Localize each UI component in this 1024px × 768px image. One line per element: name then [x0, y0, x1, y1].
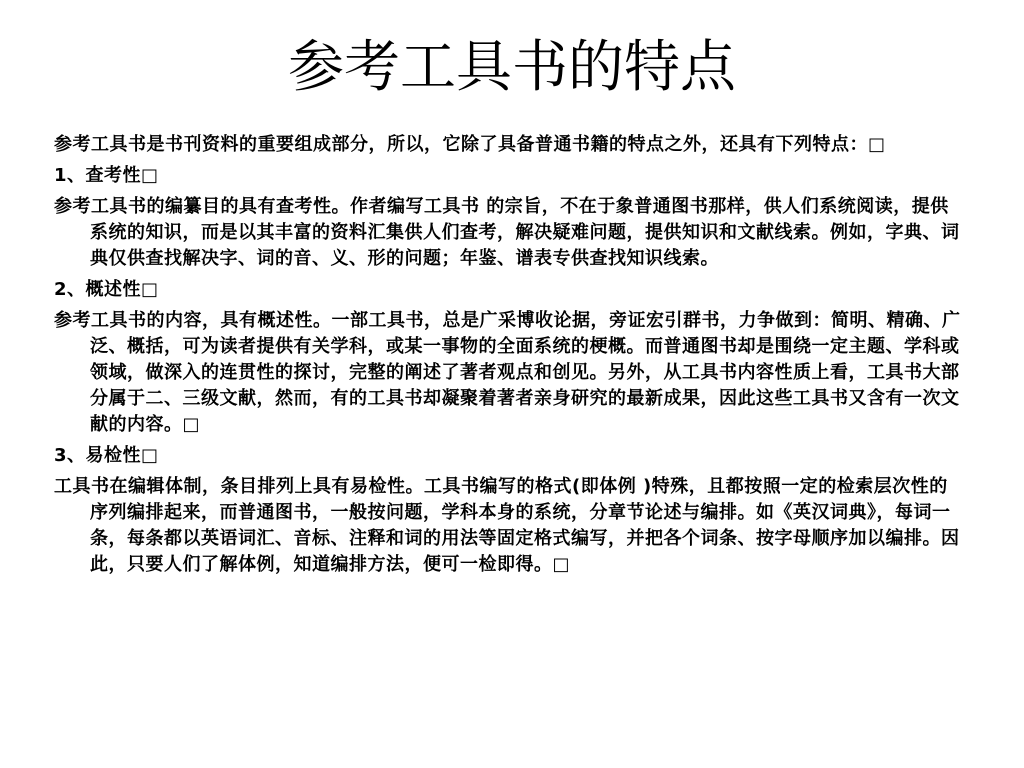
intro-paragraph: 参考工具书是书刊资料的重要组成部分，所以，它除了具备普通书籍的特点之外，还具有下列特点：□: [54, 134, 886, 155]
slide-body: [54, 132, 964, 583]
paragraph-2: 参考工具书的内容，具有概述性。一部工具书，总是广采博收论据，旁证宏引群书，力争做到：简明、精确、广泛、概括，可为读者提供有关学科，或某一事物的全面系统的梗概。而普通图书却是围绕一定主题、学科或领域，做深入的连贯性的探讨，完整的阐述了著者观点和创见。另外，从工具书内容性质上看，工具书大部分属于二、三级文献，然而，有的工具书却凝聚着著者亲身研究的最新成果，因此这些工具书又含有一次文献的内容。□: [54, 310, 961, 435]
heading-1: 1、查考性□: [54, 165, 159, 186]
slide-title: 参考工具书的特点: [288, 35, 736, 100]
heading-2: 2、概述性□: [54, 279, 159, 300]
paragraph-1: 参考工具书的编纂目的具有查考性。作者编写工具书 的宗旨，不在于象普通图书那样，供人们系统阅读，提供系统的知识，而是以其丰富的资料汇集供人们查考，解决疑难问题，提供知识和文献线索。例如，字典、词典仅供查找解决字、词的音、义、形的问题；年鉴、谱表专供查找知识线索。: [54, 196, 960, 269]
paragraph-3: 工具书在编辑体制，条目排列上具有易检性。工具书编写的格式(即体例 )特殊，且都按照一定的检索层次性的序列编排起来，而普通图书，一般按问题，学科本身的系统，分章节论述与编排。如《英汉词典》，每词一条，每条都以英语词汇、音标、注释和词的用法等固定格式编写，并把各个词条、按字母顺序加以编排。因此，只要人们了解体例，知道编排方法，便可一检即得。□: [54, 476, 960, 575]
heading-3: 3、易检性□: [54, 445, 159, 466]
